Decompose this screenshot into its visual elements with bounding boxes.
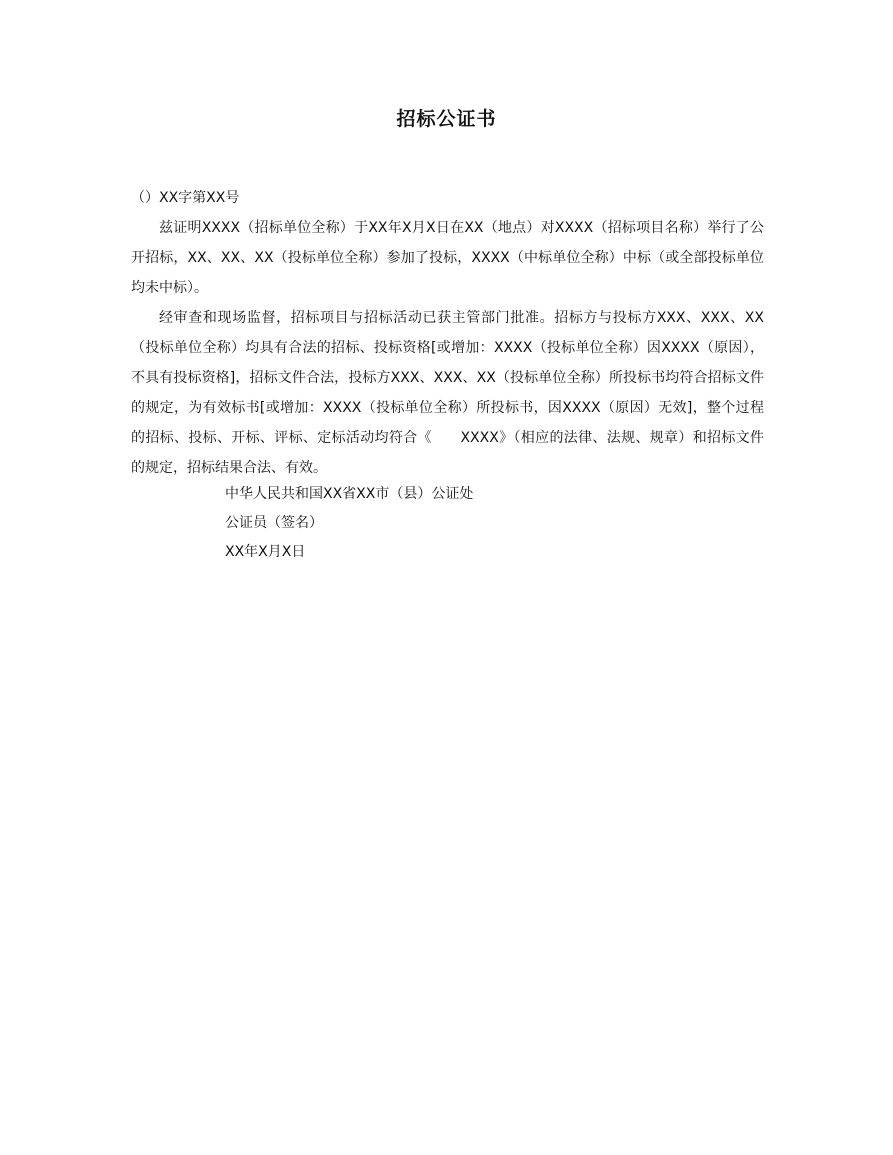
document-title: 招标公证书 bbox=[396, 108, 497, 130]
paragraph-review: 经审查和现场监督，招标项目与招标活动已获主管部门批准。招标方与投标方XXX、XXX、XX（投标单位全称）均具有合法的招标、投标资格[或增加：XXXX（投标单位全称）因XXXX（原因），不具有投标资格]，招标文件合法，投标方XXX、XXX、XX（投标单位全称）所投标书均符合招标文件的规定，为有效标书[或增加：XXXX（投标单位全称）所投标书，因XXXX（原因）无效]，整个过程的招标、投标、开标、评标、定标活动均符合《 XXXX》（相应的法律、法规、规章）和招标文件的规定，招标结果合法、有效。 bbox=[131, 310, 764, 476]
notary-office: 中华人民共和国XX省XX市（县）公证处 bbox=[225, 486, 474, 502]
document-body bbox=[131, 183, 764, 483]
paragraph-certification: 兹证明XXXX（招标单位全称）于XX年X月X日在XX（地点）对XXXX（招标项目名称）举行了公开招标，XX、XX、XX（投标单位全称）参加了投标，XXXX（中标单位全称）中标（或全部投标单位均未中标）。 bbox=[131, 220, 764, 296]
notary-signature: 公证员（签名） bbox=[225, 515, 323, 531]
document-number: （）XX字第XX号 bbox=[131, 190, 240, 206]
signature-date: XX年X月X日 bbox=[225, 544, 306, 560]
signature-block bbox=[225, 480, 473, 567]
